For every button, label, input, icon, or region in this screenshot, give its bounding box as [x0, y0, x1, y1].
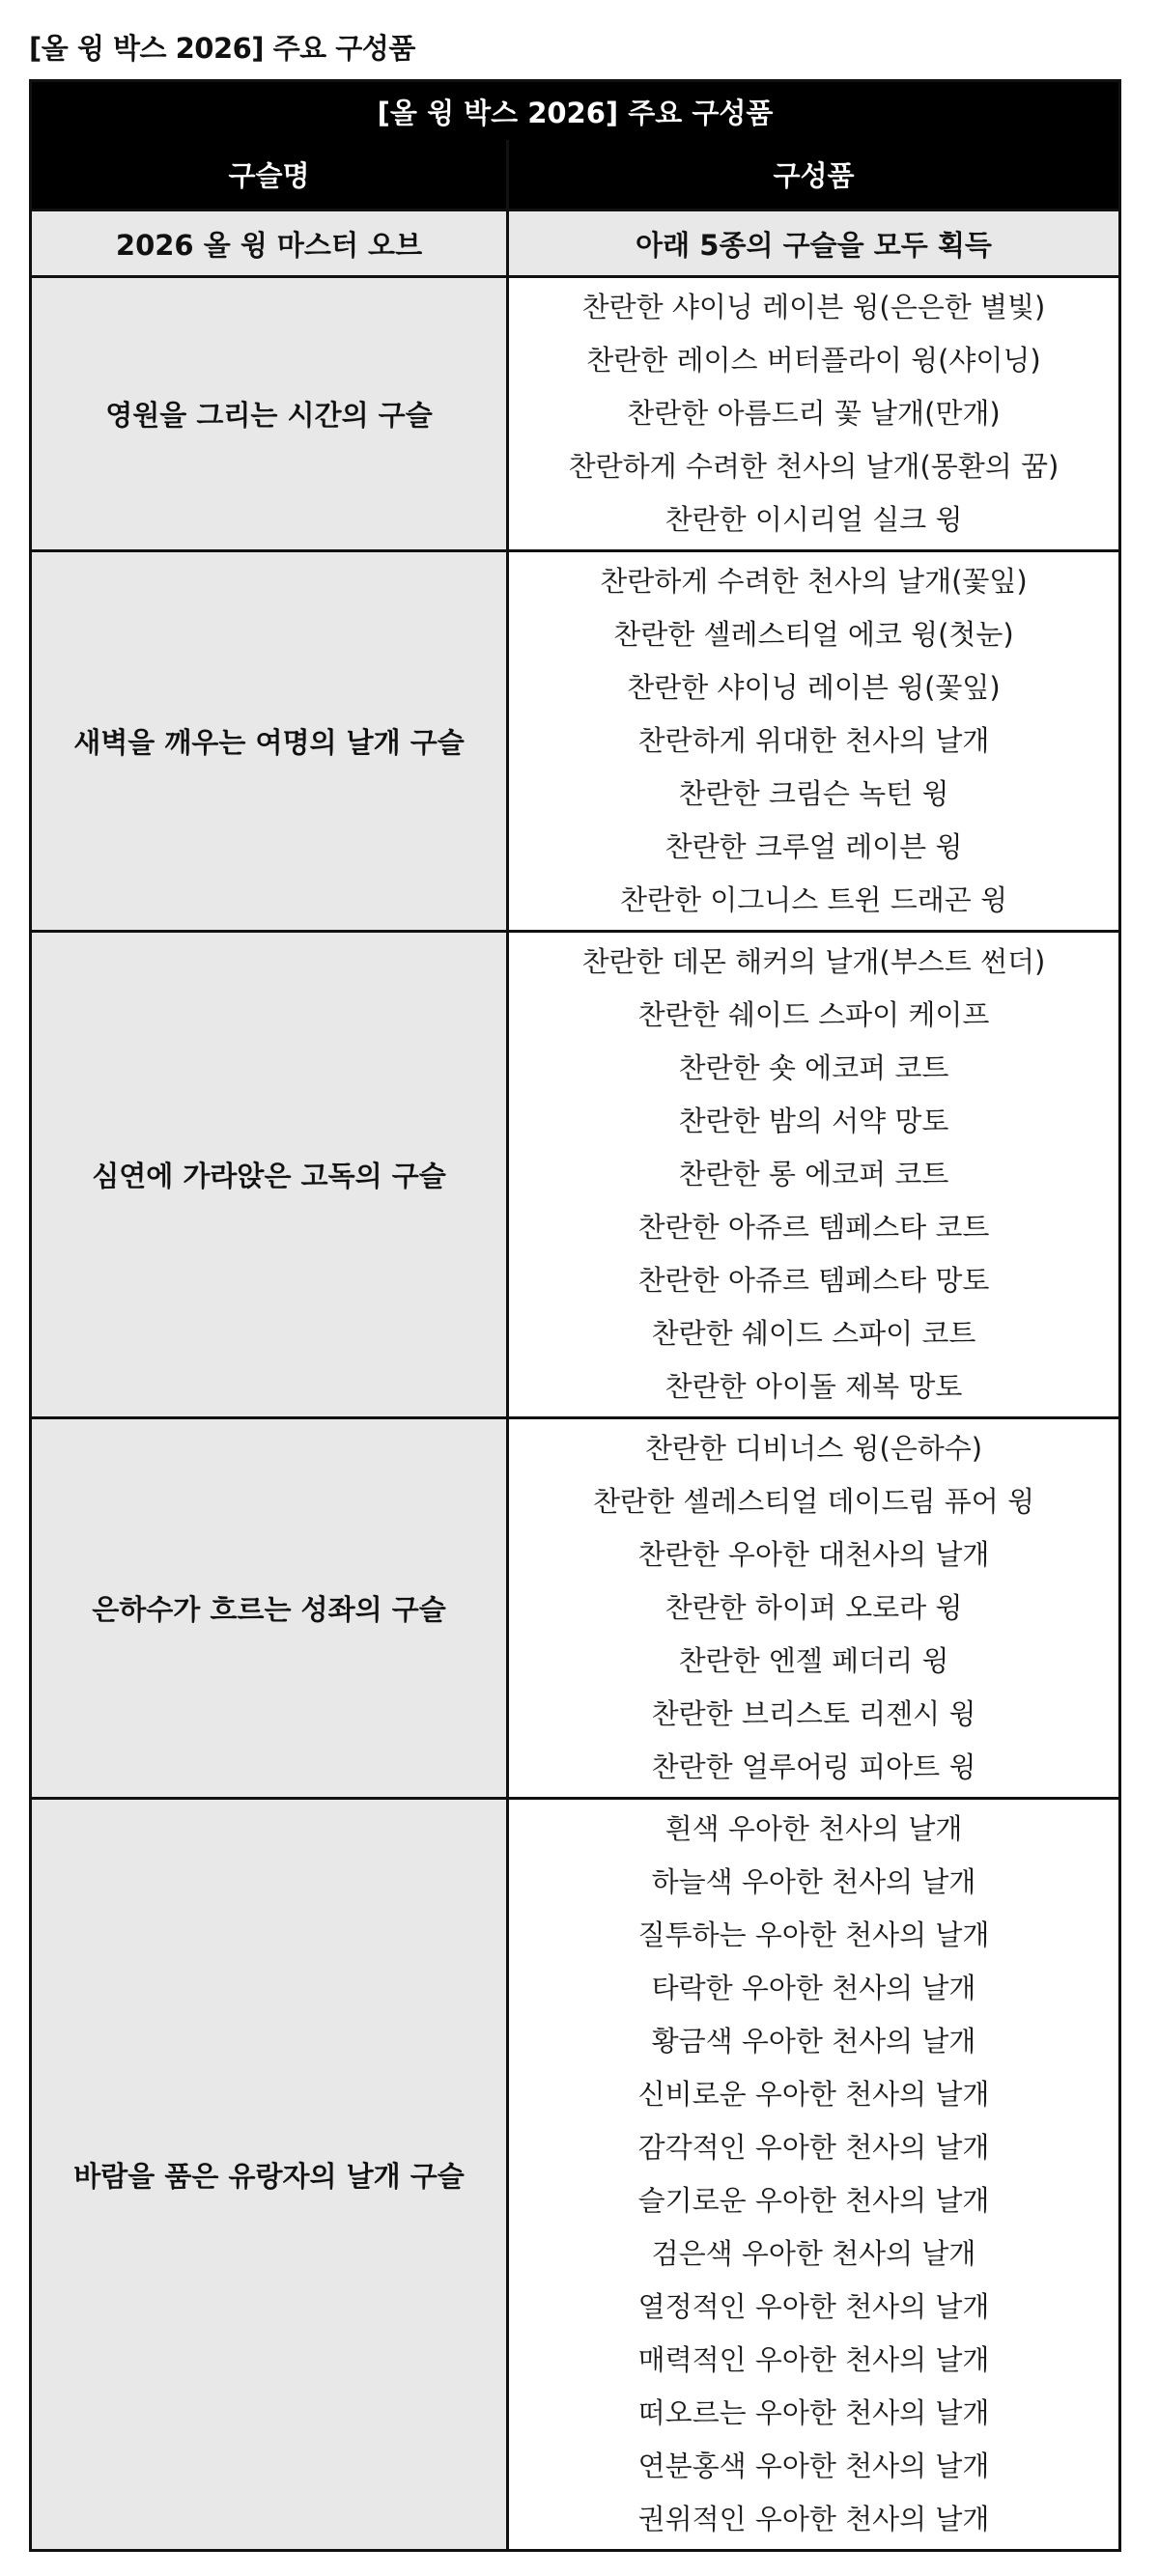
table-header-row [31, 140, 1120, 210]
orb-item: 찬란한 데몬 해커의 날개(부스트 썬더) [581, 945, 1046, 978]
orb-item: 찬란한 아름드리 꽃 날개(만개) [627, 397, 1001, 430]
orb-items [508, 1799, 1120, 2551]
orb-items [508, 1418, 1120, 1799]
orb-item: 찬란한 아쥬르 템페스타 망토 [637, 1264, 990, 1297]
orb-item: 찬란하게 위대한 천사의 날개 [637, 724, 990, 757]
orb-item: 찬란한 브리스토 리젠시 윙 [651, 1697, 976, 1730]
orb-item: 황금색 우아한 천사의 날개 [651, 2025, 976, 2058]
orb-item: 매력적인 우아한 천사의 날개 [637, 2343, 990, 2376]
orb-item: 타락한 우아한 천사의 날개 [651, 1972, 976, 2004]
orb-items [508, 551, 1120, 932]
column-header-contents: 구성품 [508, 140, 1120, 210]
orb-item: 찬란한 우아한 대천사의 날개 [637, 1538, 990, 1571]
orb-item: 찬란한 레이스 버터플라이 윙(샤이닝) [586, 344, 1041, 377]
orb-row [31, 551, 1120, 932]
master-orb-name: 2026 올 윙 마스터 오브 [31, 210, 508, 277]
orb-item: 하늘색 우아한 천사의 날개 [651, 1865, 976, 1898]
orb-item: 질투하는 우아한 천사의 날개 [637, 1918, 990, 1951]
orb-name: 영원을 그리는 시간의 구슬 [31, 277, 508, 551]
orb-item: 찬란한 숏 에코퍼 코트 [678, 1051, 949, 1084]
orb-item: 찬란한 엔젤 페더리 윙 [678, 1644, 949, 1677]
orb-item: 연분홍색 우아한 천사의 날개 [637, 2450, 990, 2482]
table-title: [올 윙 박스 2026] 주요 구성품 [31, 81, 1120, 141]
orb-item: 찬란한 샤이닝 레이븐 윙(은은한 별빛) [581, 291, 1046, 323]
column-header-orb-name: 구슬명 [31, 140, 508, 210]
orb-name: 심연에 가라앉은 고독의 구슬 [31, 932, 508, 1418]
orb-item: 찬란한 아이돌 제복 망토 [664, 1370, 963, 1403]
orb-name: 은하수가 흐르는 성좌의 구슬 [31, 1418, 508, 1799]
master-orb-contents: 아래 5종의 구슬을 모두 획득 [508, 210, 1120, 277]
orb-item: 찬란한 이시리얼 실크 윙 [664, 503, 963, 536]
orb-item: 권위적인 우아한 천사의 날개 [637, 2503, 990, 2535]
components-table [29, 79, 1121, 2552]
orb-item: 찬란한 샤이닝 레이븐 윙(꽃잎) [627, 671, 1001, 704]
orb-item: 찬란한 셀레스티얼 데이드림 퓨어 윙 [592, 1485, 1035, 1518]
orb-item: 감각적인 우아한 천사의 날개 [637, 2131, 990, 2164]
master-orb-row [31, 210, 1120, 277]
orb-item: 열정적인 우아한 천사의 날개 [637, 2290, 990, 2323]
orb-row [31, 1799, 1120, 2551]
orb-item: 찬란하게 수려한 천사의 날개(몽환의 꿈) [568, 450, 1060, 483]
orb-item: 찬란하게 수려한 천사의 날개(꽃잎) [600, 565, 1028, 598]
orb-item: 찬란한 크림슨 녹턴 윙 [678, 777, 949, 810]
orb-item: 흰색 우아한 천사의 날개 [664, 1812, 963, 1845]
orb-item: 찬란한 쉐이드 스파이 케이프 [637, 998, 990, 1031]
orb-item: 떠오르는 우아한 천사의 날개 [637, 2396, 990, 2429]
orb-item: 찬란한 디비너스 윙(은하수) [644, 1432, 983, 1465]
orb-item: 찬란한 셀레스티얼 에코 윙(첫눈) [613, 618, 1014, 651]
orb-item: 찬란한 쉐이드 스파이 코트 [651, 1317, 976, 1350]
orb-row [31, 1418, 1120, 1799]
orb-item: 찬란한 밤의 서약 망토 [678, 1105, 949, 1137]
orb-item: 검은색 우아한 천사의 날개 [651, 2237, 976, 2270]
page-caption: [올 윙 박스 2026] 주요 구성품 [29, 32, 415, 65]
orb-item: 찬란한 아쥬르 템페스타 코트 [637, 1211, 990, 1244]
orb-name: 바람을 품은 유랑자의 날개 구슬 [31, 1799, 508, 2551]
orb-item: 신비로운 우아한 천사의 날개 [637, 2078, 990, 2111]
orb-items [508, 932, 1120, 1418]
orb-item: 슬기로운 우아한 천사의 날개 [637, 2184, 990, 2217]
orb-item: 찬란한 이그니스 트윈 드래곤 윙 [619, 883, 1008, 916]
orb-item: 찬란한 하이퍼 오로라 윙 [664, 1591, 963, 1624]
table-body [31, 210, 1120, 2551]
orb-item: 찬란한 크루얼 레이븐 윙 [664, 830, 963, 863]
orb-item: 찬란한 얼루어링 피아트 윙 [651, 1750, 976, 1783]
orb-row [31, 277, 1120, 551]
orb-row [31, 932, 1120, 1418]
orb-name: 새벽을 깨우는 여명의 날개 구슬 [31, 551, 508, 932]
orb-item: 찬란한 롱 에코퍼 코트 [678, 1158, 949, 1190]
table-title-row [31, 81, 1120, 141]
orb-items [508, 277, 1120, 551]
